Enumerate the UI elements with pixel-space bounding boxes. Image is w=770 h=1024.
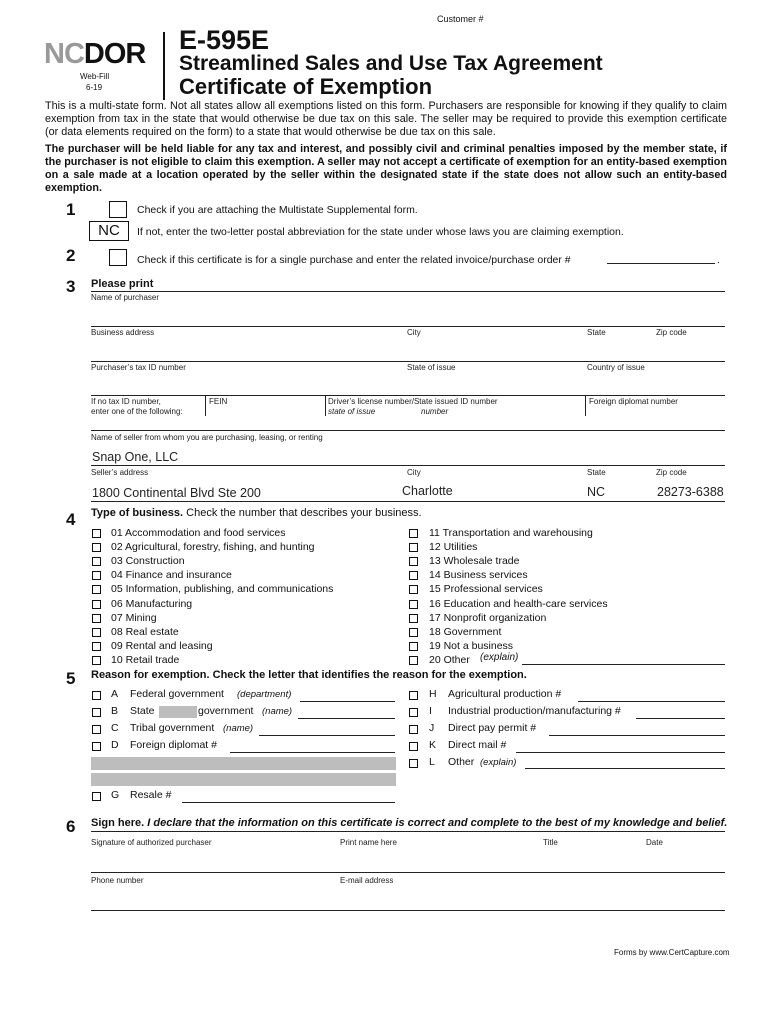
section-3-rule: [91, 291, 725, 292]
business-address-label: Business address: [91, 328, 155, 337]
alt-id-field[interactable]: [91, 430, 725, 431]
reason-c-field[interactable]: [259, 735, 395, 736]
single-purchase-label: Check if this certificate is for a single purchase and enter the related invoice/purchase order #: [137, 254, 571, 266]
date-label: Date: [646, 838, 663, 847]
section-3-number: 3: [66, 277, 76, 296]
business-type-left-checkbox-8[interactable]: [92, 628, 101, 637]
reason-d-letter: D: [111, 739, 119, 751]
reason-b-letter: B: [111, 705, 119, 717]
reason-c-letter: C: [111, 722, 119, 734]
business-type-left-checkbox-6[interactable]: [92, 600, 101, 609]
seller-address-value[interactable]: 1800 Continental Blvd Ste 200: [92, 486, 261, 500]
reason-k-label: Direct mail #: [448, 739, 507, 751]
reason-k-field[interactable]: [516, 752, 725, 753]
business-type-right-label-10: 20 Other: [429, 654, 470, 666]
reason-j-label: Direct pay permit #: [448, 722, 537, 734]
reason-h-letter: H: [429, 688, 437, 700]
reason-j-checkbox[interactable]: [409, 725, 418, 734]
title-label: Title: [543, 838, 558, 847]
business-type-right-checkbox-1[interactable]: [409, 529, 418, 538]
reason-d-label: Foreign diplomat #: [130, 739, 217, 751]
section-4-number: 4: [66, 510, 76, 529]
business-type-left-checkbox-7[interactable]: [92, 614, 101, 623]
reason-g-label: Resale #: [130, 789, 172, 801]
reason-a-note: (department): [237, 689, 292, 700]
state-of-issue-label: State of issue: [407, 363, 456, 372]
version-label: 6-19: [86, 83, 103, 92]
section-6-rule: [91, 831, 725, 832]
reason-j-field[interactable]: [549, 735, 725, 736]
multistate-supplemental-checkbox[interactable]: [109, 201, 127, 218]
single-purchase-dot: .: [717, 254, 720, 266]
business-type-left-label-7: 07 Mining: [111, 612, 157, 624]
state-code-field[interactable]: NC: [89, 221, 129, 241]
invoice-number-field[interactable]: [607, 263, 715, 264]
reason-b-government-label: government: [198, 705, 254, 717]
email-label: E-mail address: [340, 876, 394, 885]
reason-b-state-field[interactable]: [159, 706, 197, 718]
type-of-business-title: Type of business.: [91, 507, 184, 519]
seller-address-rule: [91, 501, 725, 502]
multistate-supplemental-label: Check if you are attaching the Multistate Supplemental form.: [137, 204, 418, 216]
phone-label: Phone number: [91, 876, 144, 885]
dl-divider: [325, 396, 326, 416]
reason-h-label: Agricultural production #: [448, 688, 562, 700]
business-type-right-label-9: 19 Not a business: [429, 640, 514, 652]
business-type-left-label-5: 05 Information, publishing, and communications: [111, 583, 334, 595]
reason-b-state-label: State: [130, 705, 155, 717]
reason-d-checkbox[interactable]: [92, 742, 101, 751]
type-of-business-heading: [91, 507, 422, 519]
business-type-right-label-3: 13 Wholesale trade: [429, 555, 520, 567]
please-print-heading: Please print: [91, 278, 154, 290]
purchaser-name-field[interactable]: [91, 326, 725, 327]
no-tax-id-label-1: If no tax ID number,: [91, 397, 161, 406]
business-type-left-checkbox-9[interactable]: [92, 642, 101, 651]
seller-city-value[interactable]: Charlotte: [402, 484, 453, 498]
business-type-left-label-6: 06 Manufacturing: [111, 598, 193, 610]
business-type-left-label-9: 09 Rental and leasing: [111, 640, 213, 652]
business-type-right-checkbox-4[interactable]: [409, 571, 418, 580]
business-type-right-checkbox-8[interactable]: [409, 628, 418, 637]
reason-g-field[interactable]: [182, 802, 395, 803]
business-type-left-label-8: 08 Real estate: [111, 626, 179, 638]
single-purchase-checkbox[interactable]: [109, 249, 127, 266]
business-type-right-checkbox-10[interactable]: [409, 656, 418, 665]
footer-credit: Forms by www.CertCapture.com: [614, 948, 730, 957]
reason-instruction: Check the letter that identifies the reason for the exemption.: [212, 669, 527, 681]
dl-state-label: state of issue: [328, 407, 376, 416]
seller-zip-label: Zip code: [656, 468, 687, 477]
reason-d-field[interactable]: [230, 752, 395, 753]
liability-paragraph: The purchaser will be held liable for any tax and interest, and possibly civil and criminal penalties imposed by the member state, if the purchaser is not eligible to claim this exemption. A seller may not accept a certificate of exemption for an entity-based exemption on a sale made at a location operated by the seller within the designated state if the state does not allow such an entity-based exemption.: [45, 143, 727, 194]
reason-l-letter: L: [429, 756, 435, 768]
business-type-right-checkbox-7[interactable]: [409, 614, 418, 623]
reason-l-label: Other: [448, 756, 475, 768]
ncdor-logo: NCDOR: [44, 38, 146, 70]
reason-k-checkbox[interactable]: [409, 742, 418, 751]
country-of-issue-label: Country of issue: [587, 363, 645, 372]
reason-j-letter: J: [429, 722, 435, 734]
intro-paragraph: This is a multi-state form. Not all states allow all exemptions listed on this form. Purchasers are responsible for knowing if they qualify to claim exemption from tax in the state that would otherwise be due tax on this sale. The seller may be required to provide this exemption certificate (or data elements required on the form) to a state that would otherwise be due tax on this sale.: [45, 100, 727, 138]
diplomat-divider: [585, 396, 586, 416]
fein-divider: [205, 396, 206, 416]
sign-heading: [91, 817, 727, 829]
reason-c-label: Tribal government: [130, 722, 215, 734]
reason-h-field[interactable]: [578, 701, 725, 702]
fein-label: FEIN: [209, 397, 228, 406]
seller-name-label: Name of seller from whom you are purchasing, leasing, or renting: [91, 433, 323, 442]
tax-id-field[interactable]: [91, 395, 725, 396]
business-type-right-label-1: 11 Transportation and warehousing: [429, 527, 593, 539]
form-title-2: Certificate of Exemption: [179, 74, 433, 99]
reason-g-letter: G: [111, 789, 120, 801]
business-type-right-label-5: 15 Professional services: [429, 583, 543, 595]
reason-b-note: (name): [262, 706, 293, 717]
business-type-right-label-6: 16 Education and health-care services: [429, 598, 608, 610]
business-address-field[interactable]: [91, 361, 725, 362]
type-of-business-instruction: Check the number that describes your business.: [186, 507, 422, 519]
reason-l-note: (explain): [480, 757, 517, 768]
reason-a-checkbox[interactable]: [92, 691, 101, 700]
business-type-left-checkbox-5[interactable]: [92, 585, 101, 594]
business-type-left-label-1: 01 Accommodation and food services: [111, 527, 286, 539]
reason-c-note: (name): [223, 723, 254, 734]
business-type-right-checkbox-5[interactable]: [409, 585, 418, 594]
state-code-label: If not, enter the two-letter postal abbreviation for the state under whose laws you are claiming exemption.: [137, 226, 624, 238]
reason-k-letter: K: [429, 739, 437, 751]
dl-number-label: number: [421, 407, 449, 416]
state-label: State: [587, 328, 606, 337]
city-label: City: [407, 328, 421, 337]
reason-i-field[interactable]: [636, 718, 725, 719]
business-type-right-checkbox-9[interactable]: [409, 642, 418, 651]
seller-state-value[interactable]: NC: [587, 485, 606, 499]
seller-address-label: Seller’s address: [91, 468, 149, 477]
seller-zip-value[interactable]: 28273-6388: [657, 485, 724, 499]
header-divider: [163, 32, 165, 100]
business-type-right-label-2: 12 Utilities: [429, 541, 478, 553]
business-other-explain-note: (explain): [480, 652, 519, 663]
business-type-right-checkbox-6[interactable]: [409, 600, 418, 609]
business-type-right-label-4: 14 Business services: [429, 569, 528, 581]
business-type-left-checkbox-2[interactable]: [92, 543, 101, 552]
reason-f-blocked: [91, 773, 396, 786]
print-name-label: Print name here: [340, 838, 397, 847]
reason-i-letter: I: [429, 705, 432, 717]
business-other-explain-field[interactable]: [522, 664, 725, 665]
business-type-left-label-2: 02 Agricultural, forestry, fishing, and hunting: [111, 541, 315, 553]
business-type-left-checkbox-1[interactable]: [92, 529, 101, 538]
section-2-number: 2: [66, 246, 76, 265]
seller-state-label: State: [587, 468, 606, 477]
business-type-right-label-8: 18 Government: [429, 626, 502, 638]
zip-label: Zip code: [656, 328, 687, 337]
foreign-diplomat-label: Foreign diplomat number: [589, 397, 678, 406]
business-type-left-label-10: 10 Retail trade: [111, 654, 180, 666]
phone-email-field[interactable]: [91, 910, 725, 911]
signature-label: Signature of authorized purchaser: [91, 838, 212, 847]
no-tax-id-label-2: enter one of the following:: [91, 407, 183, 416]
reason-i-checkbox[interactable]: [409, 708, 418, 717]
purchaser-name-label: Name of purchaser: [91, 293, 160, 302]
seller-city-label: City: [407, 468, 421, 477]
business-type-left-checkbox-3[interactable]: [92, 557, 101, 566]
form-title-1: Streamlined Sales and Use Tax Agreement: [179, 52, 603, 75]
section-5-number: 5: [66, 669, 76, 688]
reason-l-field[interactable]: [525, 768, 725, 769]
reason-a-label: Federal government: [130, 688, 224, 700]
section-6-number: 6: [66, 817, 76, 836]
business-type-left-checkbox-10[interactable]: [92, 656, 101, 665]
reason-c-checkbox[interactable]: [92, 725, 101, 734]
reason-g-checkbox[interactable]: [92, 792, 101, 801]
reason-title: Reason for exemption.: [91, 669, 210, 681]
reason-b-checkbox[interactable]: [92, 708, 101, 717]
form-number: E-595E: [179, 25, 270, 55]
business-type-right-label-7: 17 Nonprofit organization: [429, 612, 547, 624]
reason-a-letter: A: [111, 688, 119, 700]
reason-l-checkbox[interactable]: [409, 759, 418, 768]
business-type-left-label-3: 03 Construction: [111, 555, 185, 567]
reason-heading: [91, 669, 527, 681]
seller-name-value[interactable]: Snap One, LLC: [92, 450, 179, 464]
reason-h-checkbox[interactable]: [409, 691, 418, 700]
seller-name-field: [91, 465, 725, 466]
business-type-left-label-4: 04 Finance and insurance: [111, 569, 232, 581]
sign-title: Sign here.: [91, 817, 145, 829]
sign-declaration: I declare that the information on this certificate is correct and complete to the best of my knowledge and belief.: [147, 817, 728, 829]
webfill-label: Web-Fill: [80, 72, 110, 81]
signature-field[interactable]: [91, 872, 725, 873]
business-type-right-checkbox-3[interactable]: [409, 557, 418, 566]
reason-b-field[interactable]: [298, 718, 395, 719]
section-1-number: 1: [66, 200, 76, 219]
reason-a-field[interactable]: [300, 701, 395, 702]
reason-e-blocked: [91, 757, 396, 770]
reason-i-label: Industrial production/manufacturing #: [448, 705, 621, 717]
customer-number-label: Customer #: [437, 14, 484, 24]
business-type-left-checkbox-4[interactable]: [92, 571, 101, 580]
tax-id-label: Purchaser’s tax ID number: [91, 363, 186, 372]
business-type-right-checkbox-2[interactable]: [409, 543, 418, 552]
drivers-license-label: Driver’s license number/State issued ID number: [328, 397, 498, 406]
